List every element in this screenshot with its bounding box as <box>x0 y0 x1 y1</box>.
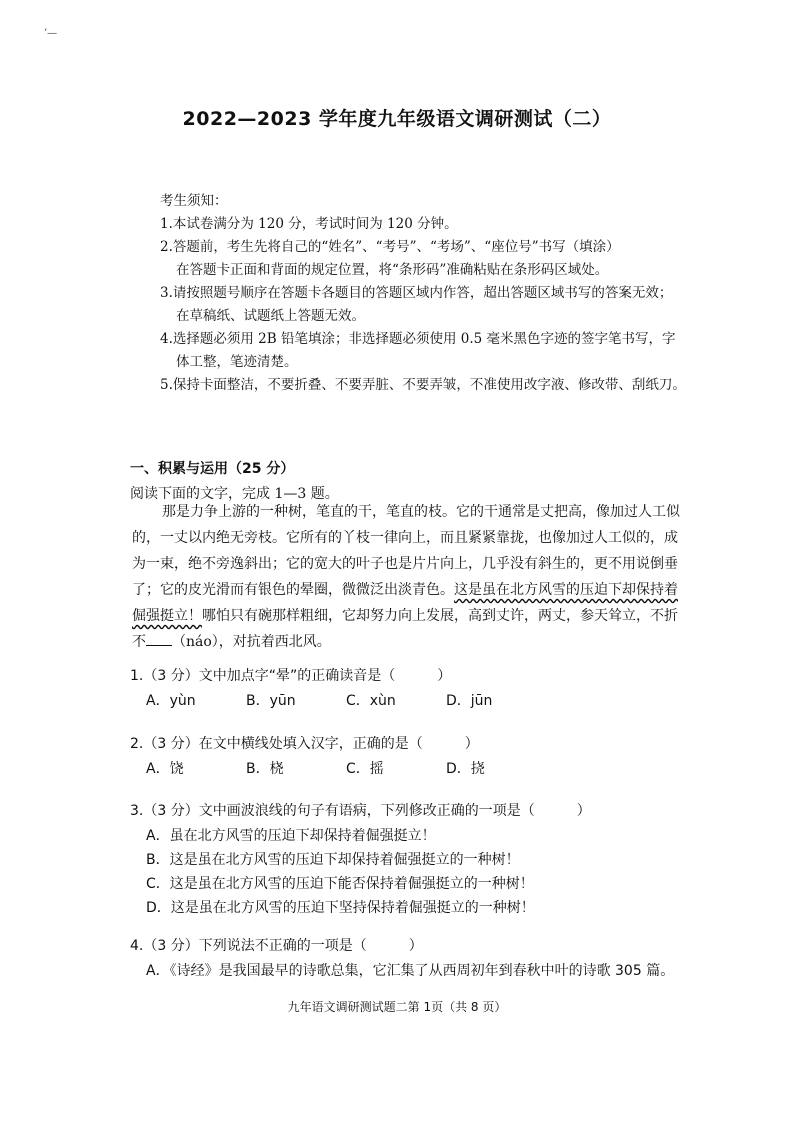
passage-line <box>132 629 738 655</box>
option: D．jūn <box>446 693 493 709</box>
notice-line: 在草稿纸、试题纸上答题无效。 <box>176 308 365 324</box>
notice-line: 3.请按照题号顺序在答题卡各题目的答题区域内作答，超出答题区域书写的答案无效； <box>160 285 673 301</box>
question-stem: 1.（3 分）文中加点字“晕”的正确读音是（ ） <box>130 668 452 684</box>
exam-title: 2022—2023 学年度九年级语文调研测试（二） <box>182 108 612 130</box>
question-2 <box>130 731 750 781</box>
option: B．yūn <box>246 693 296 709</box>
question-stem: 4.（3 分）下列说法不正确的一项是（ ） <box>130 938 423 954</box>
notice-heading: 考生须知： <box>160 193 228 209</box>
question-1 <box>130 663 750 713</box>
notice-line: 在答题卡正面和背面的规定位置，将“条形码”准确粘贴在条形码区域处。 <box>176 262 609 278</box>
passage-text: （náo），对抗着西北风。 <box>172 634 331 650</box>
passage-text: 不 <box>132 634 146 650</box>
notice-line: 4.选择题必须用 2B 铅笔填涂；非选择题必须使用 0.5 毫米黑色字迹的签字笔书写，字 <box>160 331 676 347</box>
option: B．桡 <box>246 761 284 777</box>
question-stem: 3.（3 分）文中画波浪线的句子有语病，下列修改正确的一项是（ ） <box>130 803 591 819</box>
section-intro: 阅读下面的文字，完成 1—3 题。 <box>130 486 339 502</box>
option: C．xùn <box>346 693 396 709</box>
passage-line <box>132 603 738 629</box>
option: C．摇 <box>346 761 384 777</box>
page-footer: 九年语文调研测试题二第 1页（共 8 页） <box>287 1000 507 1014</box>
option: D．这是虽在北方风雪的压迫下坚持保持着倔强挺立的一种树！ <box>146 900 535 916</box>
passage-line <box>132 577 738 603</box>
wavy-sentence: 这是虽在北方风雪的压迫下却保持着 <box>454 582 678 598</box>
notice-line: 5.保持卡面整洁，不要折叠、不要弄脏、不要弄皱，不准使用改字液、修改带、刮纸刀。 <box>160 377 686 393</box>
reading-passage <box>132 499 738 655</box>
corner-mark: ’— <box>44 28 58 39</box>
option: A．《诗经》是我国最早的诗歌总集，它汇集了从西周初年到春秋中叶的诗歌 305 篇。 <box>146 963 675 979</box>
notice-line: 2.答题前，考生先将自己的“姓名”、“考号”、“考场”、“座位号”书写（填涂） <box>160 239 620 255</box>
section-title: 一、积累与运用（25 分） <box>130 461 295 477</box>
question-stem: 2.（3 分）在文中横线处填入汉字，正确的是（ ） <box>130 736 479 752</box>
fill-blank <box>146 631 172 646</box>
option: B．这是虽在北方风雪的压迫下却保持着倔强挺立的一种树！ <box>146 852 520 868</box>
exam-notice <box>160 190 750 397</box>
option: C．这是虽在北方风雪的压迫下能否保持着倔强挺立的一种树！ <box>146 876 534 892</box>
passage-line: 为一束，绝不旁逸斜出；它的宽大的叶子也是片片向上，几乎没有斜生的，更不用说倒垂 <box>132 556 678 572</box>
question-3 <box>130 798 750 920</box>
wavy-sentence: 倔强挺立！ <box>132 608 202 624</box>
passage-text: 哪怕只有碗那样粗细，它却努力向上发展，高到丈许，两丈，参天耸立，不折 <box>202 608 678 624</box>
notice-line: 1.本试卷满分为 120 分，考试时间为 120 分钟。 <box>160 216 458 232</box>
option: D．挠 <box>446 761 485 777</box>
option: A．饶 <box>146 761 184 777</box>
option: A．yùn <box>146 693 196 709</box>
question-4 <box>130 933 750 983</box>
passage-text: 了；它的皮光滑而有银色的晕圈，微微泛出淡青色。 <box>132 582 454 598</box>
passage-line: 那是力争上游的一种树，笔直的干，笔直的枝。它的干通常是丈把高，像加过人工似 <box>162 504 680 520</box>
notice-line: 体工整，笔迹清楚。 <box>176 354 298 370</box>
option: A．虽在北方风雪的压迫下却保持着倔强挺立！ <box>146 828 436 844</box>
passage-line: 的，一丈以内绝无旁枝。它所有的丫枝一律向上，而且紧紧靠拢，也像加过人工似的，成 <box>132 530 678 546</box>
